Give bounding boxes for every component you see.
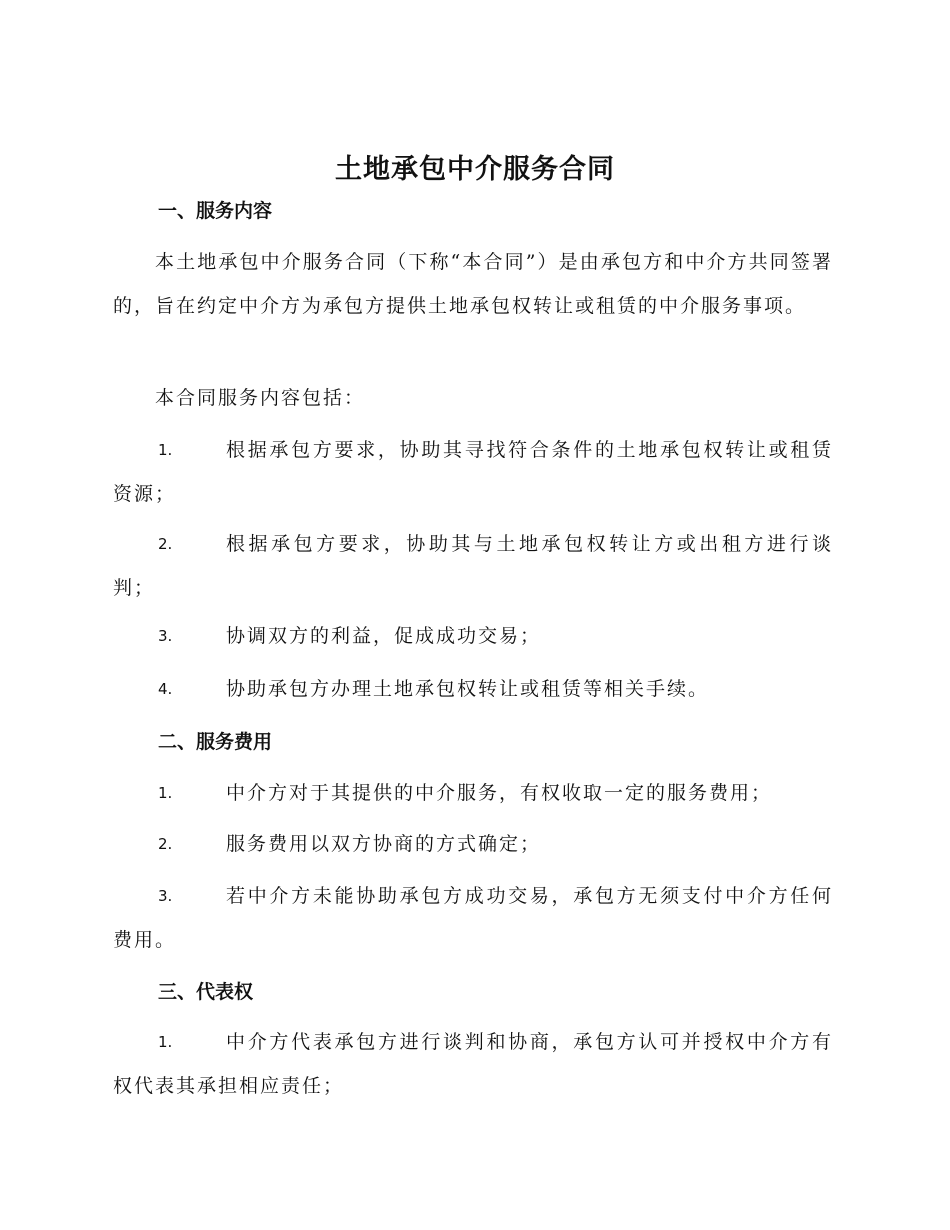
list-item-number: 2. [158, 535, 173, 553]
list-item [113, 428, 833, 516]
service-lead-paragraph: 本合同服务内容包括： [155, 387, 366, 409]
list-item-number: 4. [158, 680, 173, 698]
list-item-number: 1. [158, 1033, 173, 1051]
section-heading-service-content: 一、服务内容 [158, 200, 273, 222]
section-heading-service-fees: 二、服务费用 [158, 731, 273, 753]
list-item [113, 822, 833, 866]
list-item [113, 874, 833, 962]
list-item-number: 3. [158, 627, 173, 645]
list-item-number: 1. [158, 441, 173, 459]
list-item-text: 根据承包方要求，协助其寻找符合条件的土地承包权转让或租赁资源； [113, 439, 833, 505]
intro-paragraph: 本土地承包中介服务合同（下称“本合同”）是由承包方和中介方共同签署的，旨在约定中介方为承包方提供土地承包权转让或租赁的中介服务事项。 [113, 251, 833, 317]
list-item-number: 2. [158, 835, 173, 853]
list-item [113, 667, 833, 711]
list-item-text: 服务费用以双方协商的方式确定； [226, 833, 542, 855]
section-heading-representation: 三、代表权 [158, 981, 254, 1003]
list-item-text: 协助承包方办理土地承包权转让或租赁等相关手续。 [226, 678, 710, 700]
list-item-text: 协调双方的利益，促成成功交易； [226, 625, 542, 647]
document-title: 土地承包中介服务合同 [335, 154, 615, 185]
list-item-text: 若中介方未能协助承包方成功交易，承包方无须支付中介方任何费用。 [113, 885, 833, 951]
list-item-number: 1. [158, 784, 173, 802]
list-item [113, 522, 833, 610]
list-item-text: 中介方对于其提供的中介服务，有权收取一定的服务费用； [226, 782, 773, 804]
list-item-text: 中介方代表承包方进行谈判和协商，承包方认可并授权中介方有权代表其承担相应责任； [113, 1031, 833, 1097]
list-item [113, 614, 833, 658]
list-item [113, 1020, 833, 1108]
list-item-number: 3. [158, 887, 173, 905]
list-item-text: 根据承包方要求，协助其与土地承包权转让方或出租方进行谈判； [113, 533, 833, 599]
list-item [113, 771, 833, 815]
